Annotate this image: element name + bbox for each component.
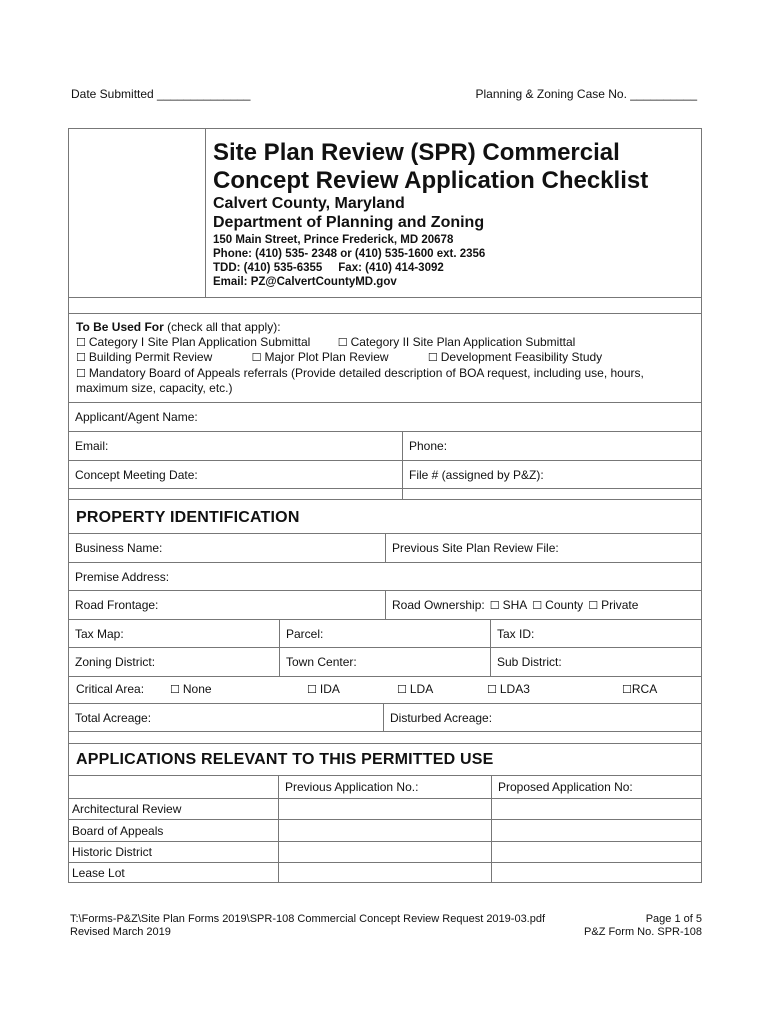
tdd-fax-text: TDD: (410) 535-6355 Fax: (410) 414-3092	[213, 262, 444, 274]
option-category-ii[interactable]	[338, 335, 576, 350]
logo-area	[70, 130, 203, 296]
county-name: Calvert County, Maryland	[213, 195, 405, 212]
option-feasibility-study[interactable]	[428, 350, 602, 365]
checkbox-icon[interactable]: ☐	[622, 682, 632, 696]
footer-right	[584, 913, 702, 939]
used-for-row-1	[76, 335, 691, 350]
critical-lda[interactable]	[397, 682, 433, 696]
checkbox-icon[interactable]: ☐	[489, 598, 500, 612]
road-ownership-label: Road Ownership:	[392, 598, 485, 612]
used-for-hint: (check all that apply):	[167, 320, 281, 334]
critical-rca[interactable]	[622, 682, 657, 696]
page-title-line1: Site Plan Review (SPR) Commercial	[213, 139, 620, 166]
option-label: Category I Site Plan Application Submittal	[88, 335, 311, 350]
case-number-field[interactable]: Planning & Zoning Case No. __________	[475, 87, 697, 101]
proposed-app-input[interactable]	[492, 863, 701, 882]
ownership-sha[interactable]	[490, 598, 528, 612]
premise-address-field[interactable]: Premise Address:	[75, 569, 170, 584]
checkbox-icon[interactable]: ☐	[76, 351, 86, 365]
tax-map-field[interactable]: Tax Map:	[75, 626, 124, 641]
critical-area-label: Critical Area:	[76, 682, 145, 696]
option-label: Category II Site Plan Application Submittal	[350, 335, 576, 350]
checkbox-icon[interactable]: ☐	[588, 598, 599, 612]
page-number-text: Page 1 of 5	[645, 913, 702, 925]
table-row-architectural-review: Architectural Review	[72, 802, 182, 816]
checkbox-icon[interactable]: ☐	[487, 682, 497, 696]
proposed-app-input[interactable]	[492, 842, 701, 862]
option-label: County	[545, 598, 584, 612]
logo-divider	[205, 128, 206, 298]
date-submitted-field[interactable]: Date Submitted ______________	[71, 87, 251, 101]
table-row-lease-lot: Lease Lot	[72, 865, 125, 880]
previous-spr-file-field[interactable]: Previous Site Plan Review File:	[392, 541, 559, 555]
used-for-heading	[76, 320, 691, 335]
option-label: LDA	[409, 682, 434, 696]
previous-app-input[interactable]	[279, 820, 490, 841]
option-label: Major Plot Plan Review	[264, 350, 389, 365]
road-ownership-group	[385, 591, 702, 619]
address-text: 150 Main Street, Prince Frederick, MD 20678	[213, 234, 454, 246]
option-major-plot-plan[interactable]	[252, 350, 389, 365]
file-path-text: T:\Forms-P&Z\Site Plan Forms 2019\SPR-108 Commercial Concept Review Request 2019-03.pdf	[70, 913, 546, 925]
option-label: IDA	[319, 682, 340, 696]
checkbox-icon[interactable]: ☐	[251, 351, 262, 365]
email-text[interactable]: Email: PZ@CalvertCountyMD.gov	[213, 276, 397, 288]
option-label: Private	[601, 598, 639, 612]
business-name-field[interactable]: Business Name:	[75, 541, 163, 555]
page-title-line2: Concept Review Application Checklist	[213, 167, 649, 194]
option-label: SHA	[502, 598, 528, 612]
checkbox-icon[interactable]: ☐	[76, 336, 86, 350]
ownership-private[interactable]	[588, 598, 638, 612]
option-category-i[interactable]	[76, 335, 310, 350]
previous-app-input[interactable]	[279, 799, 490, 819]
road-frontage-field[interactable]: Road Frontage:	[75, 598, 159, 612]
town-center-field[interactable]: Town Center:	[286, 655, 357, 669]
form-number-text: P&Z Form No. SPR-108	[584, 926, 702, 938]
disturbed-acreage-field[interactable]: Disturbed Acreage:	[390, 710, 493, 725]
previous-application-column: Previous Application No.:	[285, 780, 419, 794]
option-board-of-appeals[interactable]	[76, 366, 644, 381]
used-for-row-2	[76, 350, 691, 365]
phone-text: Phone: (410) 535- 2348 or (410) 535-1600 ext. 2356	[213, 248, 486, 260]
phone-field[interactable]: Phone:	[409, 439, 448, 453]
proposed-app-input[interactable]	[492, 799, 701, 819]
option-building-permit[interactable]	[76, 350, 212, 365]
used-for-section	[76, 320, 691, 396]
used-for-row-3	[76, 366, 691, 381]
used-for-label: To Be Used For	[76, 320, 164, 334]
option-label: Development Feasibility Study	[440, 350, 603, 365]
previous-app-input[interactable]	[279, 842, 490, 862]
table-row-board-of-appeals: Board of Appeals	[72, 823, 164, 838]
critical-lda3[interactable]	[487, 682, 530, 696]
checkbox-icon[interactable]: ☐	[76, 366, 86, 380]
critical-ida[interactable]	[307, 682, 340, 696]
contact-block	[213, 233, 485, 289]
checkbox-icon[interactable]: ☐	[170, 682, 180, 696]
spacer-strip	[68, 732, 702, 744]
revised-date-text: Revised March 2019	[70, 926, 171, 938]
spacer-strip	[68, 298, 702, 314]
option-label: None	[182, 682, 212, 696]
divider	[68, 488, 702, 489]
zoning-district-field[interactable]: Zoning District:	[75, 655, 156, 669]
option-label: RCA	[631, 682, 658, 696]
checkbox-icon[interactable]: ☐	[427, 351, 438, 365]
proposed-app-input[interactable]	[492, 820, 701, 841]
proposed-application-column: Proposed Application No:	[498, 780, 633, 794]
option-label: Mandatory Board of Appeals referrals (Provide detailed description of BOA request, including use, hours,	[88, 365, 644, 380]
option-label: LDA3	[499, 682, 530, 696]
department-name: Department of Planning and Zoning	[213, 214, 485, 231]
checkbox-icon[interactable]: ☐	[397, 682, 407, 696]
applications-heading: APPLICATIONS RELEVANT TO THIS PERMITTED USE	[76, 751, 494, 768]
org-block	[213, 194, 484, 232]
applicant-name-field[interactable]: Applicant/Agent Name:	[75, 410, 198, 424]
used-for-continuation: maximum size, capacity, etc.)	[76, 380, 233, 395]
divider	[68, 676, 702, 677]
parcel-field[interactable]: Parcel:	[286, 626, 324, 641]
sub-district-field[interactable]: Sub District:	[497, 655, 562, 669]
ownership-county[interactable]	[532, 598, 583, 612]
email-field[interactable]: Email:	[75, 439, 109, 453]
checkbox-icon[interactable]: ☐	[337, 336, 348, 350]
tax-id-field[interactable]: Tax ID:	[497, 626, 535, 641]
critical-none[interactable]	[170, 682, 212, 696]
option-label: Building Permit Review	[88, 350, 213, 365]
title-block	[213, 139, 648, 195]
file-number-field[interactable]: File # (assigned by P&Z):	[409, 467, 544, 482]
total-acreage-field[interactable]: Total Acreage:	[75, 710, 152, 725]
checkbox-icon[interactable]: ☐	[532, 598, 543, 612]
previous-app-input[interactable]	[279, 863, 490, 882]
concept-meeting-date-field[interactable]: Concept Meeting Date:	[75, 467, 198, 482]
table-row-historic-district: Historic District	[72, 845, 152, 859]
footer-left	[70, 913, 545, 939]
property-identification-heading: PROPERTY IDENTIFICATION	[76, 509, 300, 526]
checkbox-icon[interactable]: ☐	[307, 682, 317, 696]
